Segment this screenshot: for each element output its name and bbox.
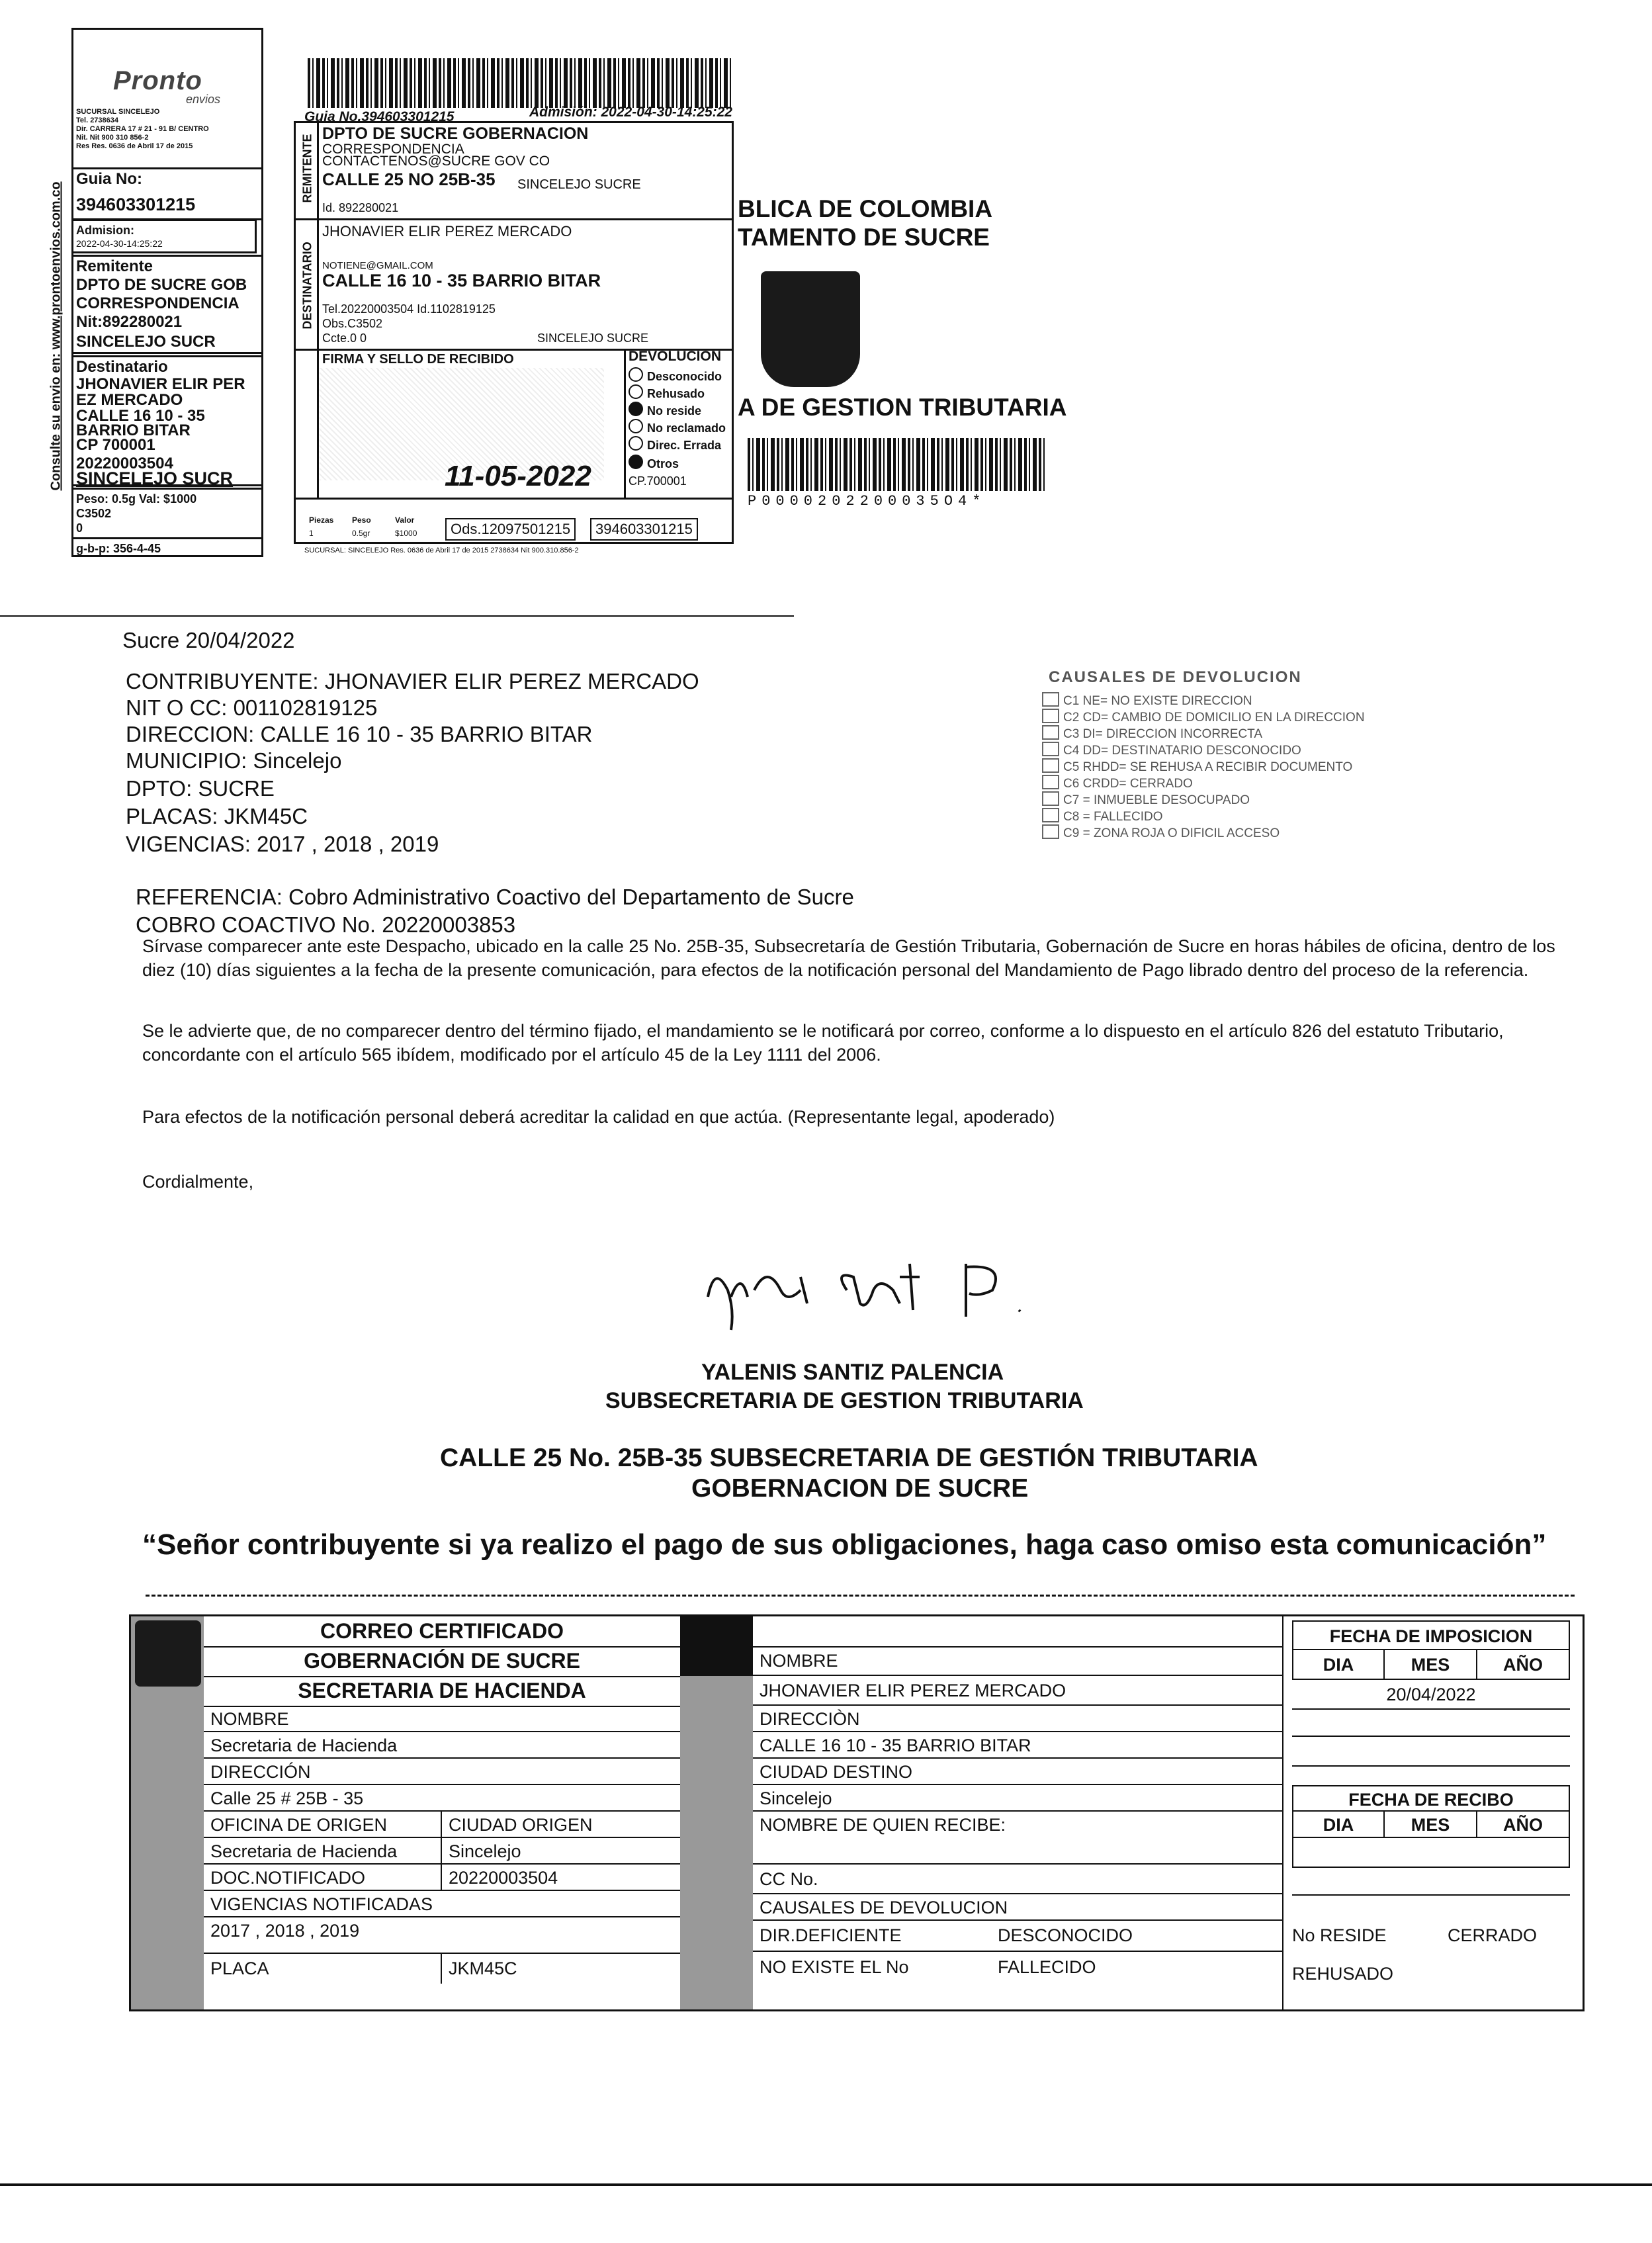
address-line1: CALLE 25 No. 25B-35 SUBSECRETARIA DE GESTIÓN TRIBUTARIA bbox=[440, 1444, 1258, 1472]
nombre-label: NOMBRE bbox=[204, 1706, 680, 1732]
fecha-imp-label: FECHA DE IMPOSICION bbox=[1292, 1620, 1570, 1650]
peso-line: 0 bbox=[76, 521, 83, 535]
destinatario-side-label: DESTINATARIO bbox=[300, 242, 314, 330]
causal-item: C5 RHDD= SE REHUSA A RECIBIR DOCUMENTO bbox=[1042, 758, 1352, 775]
option-label: No reclamado bbox=[647, 421, 726, 435]
causal-item: C8 = FALLECIDO bbox=[1042, 808, 1162, 825]
letter-vigencias: VIGENCIAS: 2017 , 2018 , 2019 bbox=[126, 832, 439, 856]
causales-title: CAUSALES DE DEVOLUCION bbox=[1049, 668, 1302, 686]
devolucion-option[interactable] bbox=[629, 367, 722, 383]
admision-header: Admisión: 2022-04-30-14:25:22 bbox=[529, 105, 732, 120]
destinatario-line: EZ MERCADO bbox=[76, 391, 183, 409]
radio-checked-icon bbox=[629, 402, 643, 416]
destinatario-line: SINCELEJO SUCR bbox=[76, 468, 234, 488]
footer-code: g-b-p: 356-4-45 bbox=[76, 542, 161, 555]
d-nombre-value: JHONAVIER ELIR PEREZ MERCADO bbox=[753, 1676, 1282, 1706]
causal-item: C7 = INMUEBLE DESOCUPADO bbox=[1042, 791, 1250, 809]
destinatario-line: CALLE 16 10 - 35 bbox=[76, 407, 205, 425]
letter-nit: NIT O CC: 001102819125 bbox=[126, 695, 378, 720]
peso-label: Peso bbox=[352, 515, 371, 525]
devolucion-box bbox=[624, 349, 736, 500]
rem-id: Id. 892280021 bbox=[322, 201, 399, 214]
checkbox-icon bbox=[1042, 725, 1059, 740]
destinatario-line: BARRIO BITAR bbox=[76, 421, 191, 439]
oficina-value: Secretaria de Hacienda bbox=[204, 1838, 442, 1865]
dest-city: SINCELEJO SUCRE bbox=[537, 331, 649, 345]
causal-item: C9 = ZONA ROJA O DIFICIL ACCESO bbox=[1042, 824, 1280, 842]
remitente-label: Remitente bbox=[76, 257, 153, 275]
blank-line bbox=[1292, 1765, 1570, 1767]
closing: Cordialmente, bbox=[142, 1172, 254, 1192]
remitente-side-label: REMITENTE bbox=[300, 134, 314, 203]
devolucion-option[interactable] bbox=[629, 402, 701, 418]
pieces-row bbox=[294, 498, 734, 544]
d-dir-label: DIRECCIÒN bbox=[753, 1706, 1282, 1732]
oficina-label: OFICINA DE ORIGEN bbox=[204, 1812, 442, 1838]
checkbox-icon bbox=[1042, 758, 1059, 773]
imp-anio: AÑO bbox=[1477, 1650, 1570, 1680]
no-reside: No RESIDE bbox=[1292, 1925, 1387, 1945]
d-ciudad-value: Sincelejo bbox=[753, 1785, 1282, 1812]
dates-grid bbox=[1285, 1616, 1583, 2009]
rem-city: SINCELEJO SUCRE bbox=[517, 177, 641, 192]
checkbox-icon bbox=[1042, 808, 1059, 822]
correo-title3: SECRETARIA DE HACIENDA bbox=[204, 1676, 680, 1707]
correo-title1: CORREO CERTIFICADO bbox=[204, 1616, 680, 1648]
piezas-label: Piezas bbox=[309, 515, 334, 525]
dest-tel: Tel.20220003504 Id.1102819125 bbox=[322, 302, 496, 316]
firma-section bbox=[294, 349, 734, 500]
sucursal-footer: SUCURSAL: SINCELEJO Res. 0636 de Abril 17 de 2015 2738634 Nit 900.310.856-2 bbox=[304, 547, 579, 554]
causal-item: C1 NE= NO EXISTE DIRECCION bbox=[1042, 692, 1252, 709]
admision-label: Admision: bbox=[76, 224, 134, 237]
rem-line3: CONTACTENOS@SUCRE GOV CO bbox=[322, 154, 550, 169]
direccion-value: Calle 25 # 25B - 35 bbox=[204, 1785, 680, 1812]
piezas-value: 1 bbox=[309, 529, 314, 538]
checkbox-icon bbox=[1042, 791, 1059, 806]
fecha-rec-label: FECHA DE RECIBO bbox=[1292, 1785, 1570, 1812]
blank-line bbox=[1292, 1736, 1570, 1737]
valor-value: $1000 bbox=[395, 529, 417, 538]
pronto-branch-info bbox=[76, 108, 261, 151]
causal-item: C2 CD= CAMBIO DE DOMICILIO EN LA DIRECCION bbox=[1042, 709, 1365, 726]
devolucion-option[interactable] bbox=[629, 436, 721, 452]
nombre-value: Secretaria de Hacienda bbox=[204, 1732, 680, 1759]
d-ciudad-label: CIUDAD DESTINO bbox=[753, 1759, 1282, 1785]
header-line3: A DE GESTION TRIBUTARIA bbox=[738, 394, 1067, 421]
admision-box bbox=[71, 219, 257, 253]
pronto-side-text: Consulte su envio en: www.prontoenvios.com.co bbox=[48, 181, 64, 491]
correo-logo-icon bbox=[135, 1620, 201, 1687]
cc-label: CC No. bbox=[753, 1865, 1282, 1894]
dest-email: NOTIENE@GMAIL.COM bbox=[322, 260, 433, 271]
option-label: No reside bbox=[647, 404, 702, 418]
checkbox-icon bbox=[1042, 775, 1059, 789]
guia-label: Guia No: bbox=[76, 170, 142, 188]
firma-label: FIRMA Y SELLO DE RECIBIDO bbox=[322, 352, 514, 367]
peso-value: 0.5gr bbox=[352, 529, 370, 538]
ciudad-value: Sincelejo bbox=[442, 1838, 680, 1865]
causal-item: C4 DD= DESTINATARIO DESCONOCIDO bbox=[1042, 742, 1301, 759]
destinatario-line: CP 700001 bbox=[76, 436, 155, 454]
dest-obs: Obs.C3502 bbox=[322, 317, 383, 330]
guia-header: Guia No.394603301215 bbox=[304, 109, 455, 124]
empty-row bbox=[753, 1616, 1282, 1648]
fallecido: FALLECIDO bbox=[998, 1957, 1096, 1977]
radio-icon bbox=[629, 384, 643, 399]
placa-value: JKM45C bbox=[449, 1958, 517, 1978]
branch-line: Tel. 2738634 bbox=[76, 116, 119, 124]
bottom-rule bbox=[0, 2183, 1652, 2186]
ods-value: Ods.12097501215 bbox=[445, 518, 576, 541]
middle-dark-block bbox=[680, 1616, 753, 1676]
dir-def: DIR.DEFICIENTE bbox=[760, 1925, 902, 1945]
quien-label: NOMBRE DE QUIEN RECIBE: bbox=[753, 1812, 1282, 1865]
dest-ccte: Ccte.0 0 bbox=[322, 331, 367, 345]
devolucion-option[interactable] bbox=[629, 384, 705, 400]
radio-icon bbox=[629, 419, 643, 433]
guide-barcode bbox=[308, 58, 731, 108]
remitente-line: SINCELEJO SUCR bbox=[76, 333, 216, 351]
no-existe: NO EXISTE EL No bbox=[760, 1957, 909, 1977]
destinatario-label: Destinatario bbox=[76, 358, 168, 376]
blank-line bbox=[1292, 1894, 1570, 1896]
header-barcode bbox=[748, 438, 1045, 491]
pronto-guide-card bbox=[71, 28, 263, 557]
peso-line: C3502 bbox=[76, 507, 112, 520]
devolucion-option[interactable] bbox=[629, 419, 726, 435]
d-nombre-label: NOMBRE bbox=[753, 1646, 1282, 1676]
rec-mes: MES bbox=[1385, 1812, 1477, 1838]
tear-line bbox=[0, 615, 794, 617]
remitente-section bbox=[294, 121, 734, 220]
direccion-label: DIRECCIÓN bbox=[204, 1759, 680, 1785]
destinatario-line: 20220003504 bbox=[76, 455, 173, 472]
guia-number: 394603301215 bbox=[76, 195, 196, 214]
notice: “Señor contribuyente si ya realizo el pago de sus obligaciones, haga caso omiso esta comunicación” bbox=[142, 1528, 1547, 1561]
branch-line: Res Res. 0636 de Abril 17 de 2015 bbox=[76, 142, 193, 150]
admision-value: 2022-04-30-14:25:22 bbox=[76, 238, 163, 249]
remitente-box bbox=[71, 255, 263, 354]
correo-title2: GOBERNACIÓN DE SUCRE bbox=[204, 1646, 680, 1677]
coat-of-arms-icon bbox=[761, 271, 860, 387]
letter-date: Sucre 20/04/2022 bbox=[122, 628, 295, 652]
remitente-line: Nit:892280021 bbox=[76, 313, 183, 331]
signature bbox=[701, 1251, 1072, 1337]
dest-name: JHONAVIER ELIR PEREZ MERCADO bbox=[322, 223, 572, 240]
rem-line1: DPTO DE SUCRE GOBERNACION bbox=[322, 124, 589, 143]
doc-label: DOC.NOTIFICADO bbox=[204, 1865, 442, 1891]
recipient-grid bbox=[753, 1616, 1283, 2009]
devolucion-option[interactable] bbox=[629, 455, 679, 470]
devolucion-label: DEVOLUCION bbox=[629, 349, 722, 364]
rec-value-cells bbox=[1292, 1838, 1570, 1868]
branch-line: SUCURSAL SINCELEJO bbox=[76, 108, 160, 116]
vig-label: VIGENCIAS NOTIFICADAS bbox=[204, 1891, 680, 1917]
causal-item: C6 CRDD= CERRADO bbox=[1042, 775, 1193, 792]
letter-contribuyente: CONTRIBUYENTE: JHONAVIER ELIR PEREZ MERCADO bbox=[126, 669, 699, 693]
guia-bottom: 394603301215 bbox=[590, 518, 698, 541]
letter-referencia: REFERENCIA: Cobro Administrativo Coactivo del Departamento de Sucre bbox=[136, 885, 854, 909]
stamp-date: 11-05-2022 bbox=[445, 460, 591, 492]
option-label: Direc. Errada bbox=[647, 439, 722, 452]
correo-table bbox=[129, 1614, 1585, 2011]
rec-dia: DIA bbox=[1292, 1812, 1385, 1838]
doc-value: 20220003504 bbox=[442, 1865, 680, 1891]
checkbox-icon bbox=[1042, 824, 1059, 839]
paragraph-1: Sírvase comparecer ante este Despacho, ubicado en la calle 25 No. 25B-35, Subsecretaría de Gestión Tributaria, Gobernación de Sucre en horas hábiles de oficina, dentro de los diez (10) días siguientes a la fecha de la presente comunicación, para efectos de la notificación personal del Mandamiento de Pago librado dentro del proceso de la referencia. bbox=[142, 936, 1555, 980]
d-dir-value: CALLE 16 10 - 35 BARRIO BITAR bbox=[753, 1732, 1282, 1759]
paragraph-3: Para efectos de la notificación personal deberá acreditar la calidad en que actúa. (Representante legal, apoderado) bbox=[142, 1107, 1055, 1127]
cp-value: CP.700001 bbox=[629, 474, 687, 488]
imp-dia: DIA bbox=[1292, 1650, 1385, 1680]
option-label: Desconocido bbox=[647, 370, 722, 383]
header-line2: TAMENTO DE SUCRE bbox=[738, 224, 990, 251]
pronto-logo-sub: envios bbox=[186, 93, 221, 106]
checkbox-icon bbox=[1042, 709, 1059, 723]
paragraph-2: Se le advierte que, de no comparecer dentro del término fijado, el mandamiento se le notificará por correo, conforme a lo dispuesto en el artículo 826 del estatuto Tributario, concordante con el artículo 565 ibídem, modificado por el artículo 45 de la Ley 1111 del 2006. bbox=[142, 1021, 1504, 1065]
cerrado: CERRADO bbox=[1448, 1925, 1538, 1945]
guia-box bbox=[71, 167, 263, 220]
rem-line4: CALLE 25 NO 25B-35 bbox=[322, 169, 496, 189]
remitente-line: CORRESPONDENCIA bbox=[76, 294, 239, 312]
firma-side-cell bbox=[296, 351, 319, 498]
letter-dpto: DPTO: SUCRE bbox=[126, 776, 275, 801]
rehusado: REHUSADO bbox=[1292, 1964, 1394, 1984]
checkbox-icon bbox=[1042, 692, 1059, 707]
pronto-logo: Pronto bbox=[113, 66, 202, 95]
desconocido: DESCONOCIDO bbox=[998, 1925, 1133, 1945]
valor-label: Valor bbox=[395, 515, 415, 525]
fecha-imp-value: 20/04/2022 bbox=[1292, 1680, 1570, 1710]
signer-title: SUBSECRETARIA DE GESTION TRIBUTARIA bbox=[605, 1388, 1084, 1413]
peso-box bbox=[71, 488, 263, 539]
causales-label: CAUSALES DE DEVOLUCION bbox=[753, 1894, 1282, 1921]
remitente-line: DPTO DE SUCRE GOB bbox=[76, 276, 247, 294]
dashed-separator bbox=[146, 1595, 1575, 1597]
row-divider bbox=[753, 1951, 1282, 1952]
option-label: Rehusado bbox=[647, 387, 705, 400]
letter-placas: PLACAS: JKM45C bbox=[126, 804, 308, 828]
imp-mes: MES bbox=[1385, 1650, 1477, 1680]
causal-item: C3 DI= DIRECCION INCORRECTA bbox=[1042, 725, 1262, 742]
letter-direccion: DIRECCION: CALLE 16 10 - 35 BARRIO BITAR bbox=[126, 722, 593, 746]
radio-checked-icon bbox=[629, 455, 643, 469]
branch-line: Nit. Nit 900 310 856-2 bbox=[76, 134, 149, 142]
placa-label: PLACA bbox=[204, 1954, 442, 1984]
dest-addr: CALLE 16 10 - 35 BARRIO BITAR bbox=[322, 271, 601, 290]
rec-anio: AÑO bbox=[1477, 1812, 1570, 1838]
checkbox-icon bbox=[1042, 742, 1059, 756]
letter-municipio: MUNICIPIO: Sincelejo bbox=[126, 748, 342, 773]
header-line1: BLICA DE COLOMBIA bbox=[738, 195, 993, 222]
address-line2: GOBERNACION DE SUCRE bbox=[691, 1474, 1029, 1503]
ciudad-label: CIUDAD ORIGEN bbox=[442, 1812, 680, 1838]
branch-line: Dir. CARRERA 17 # 21 - 91 B/ CENTRO bbox=[76, 125, 209, 133]
radio-icon bbox=[629, 367, 643, 382]
option-label: Otros bbox=[647, 457, 679, 470]
vig-value: 2017 , 2018 , 2019 bbox=[204, 1917, 680, 1954]
destinatario-section bbox=[294, 218, 734, 351]
signer-name: YALENIS SANTIZ PALENCIA bbox=[701, 1360, 1004, 1385]
header-barcode-text: P0000202200035O4* bbox=[748, 493, 986, 509]
destinatario-box bbox=[71, 355, 263, 486]
destinatario-line: JHONAVIER ELIR PER bbox=[76, 375, 245, 393]
rem-line2: CORRESPONDENCIA bbox=[322, 142, 464, 157]
peso-line: Peso: 0.5g Val: $1000 bbox=[76, 492, 197, 506]
radio-icon bbox=[629, 436, 643, 451]
letter-cobro: COBRO COACTIVO No. 20220003853 bbox=[136, 912, 516, 937]
